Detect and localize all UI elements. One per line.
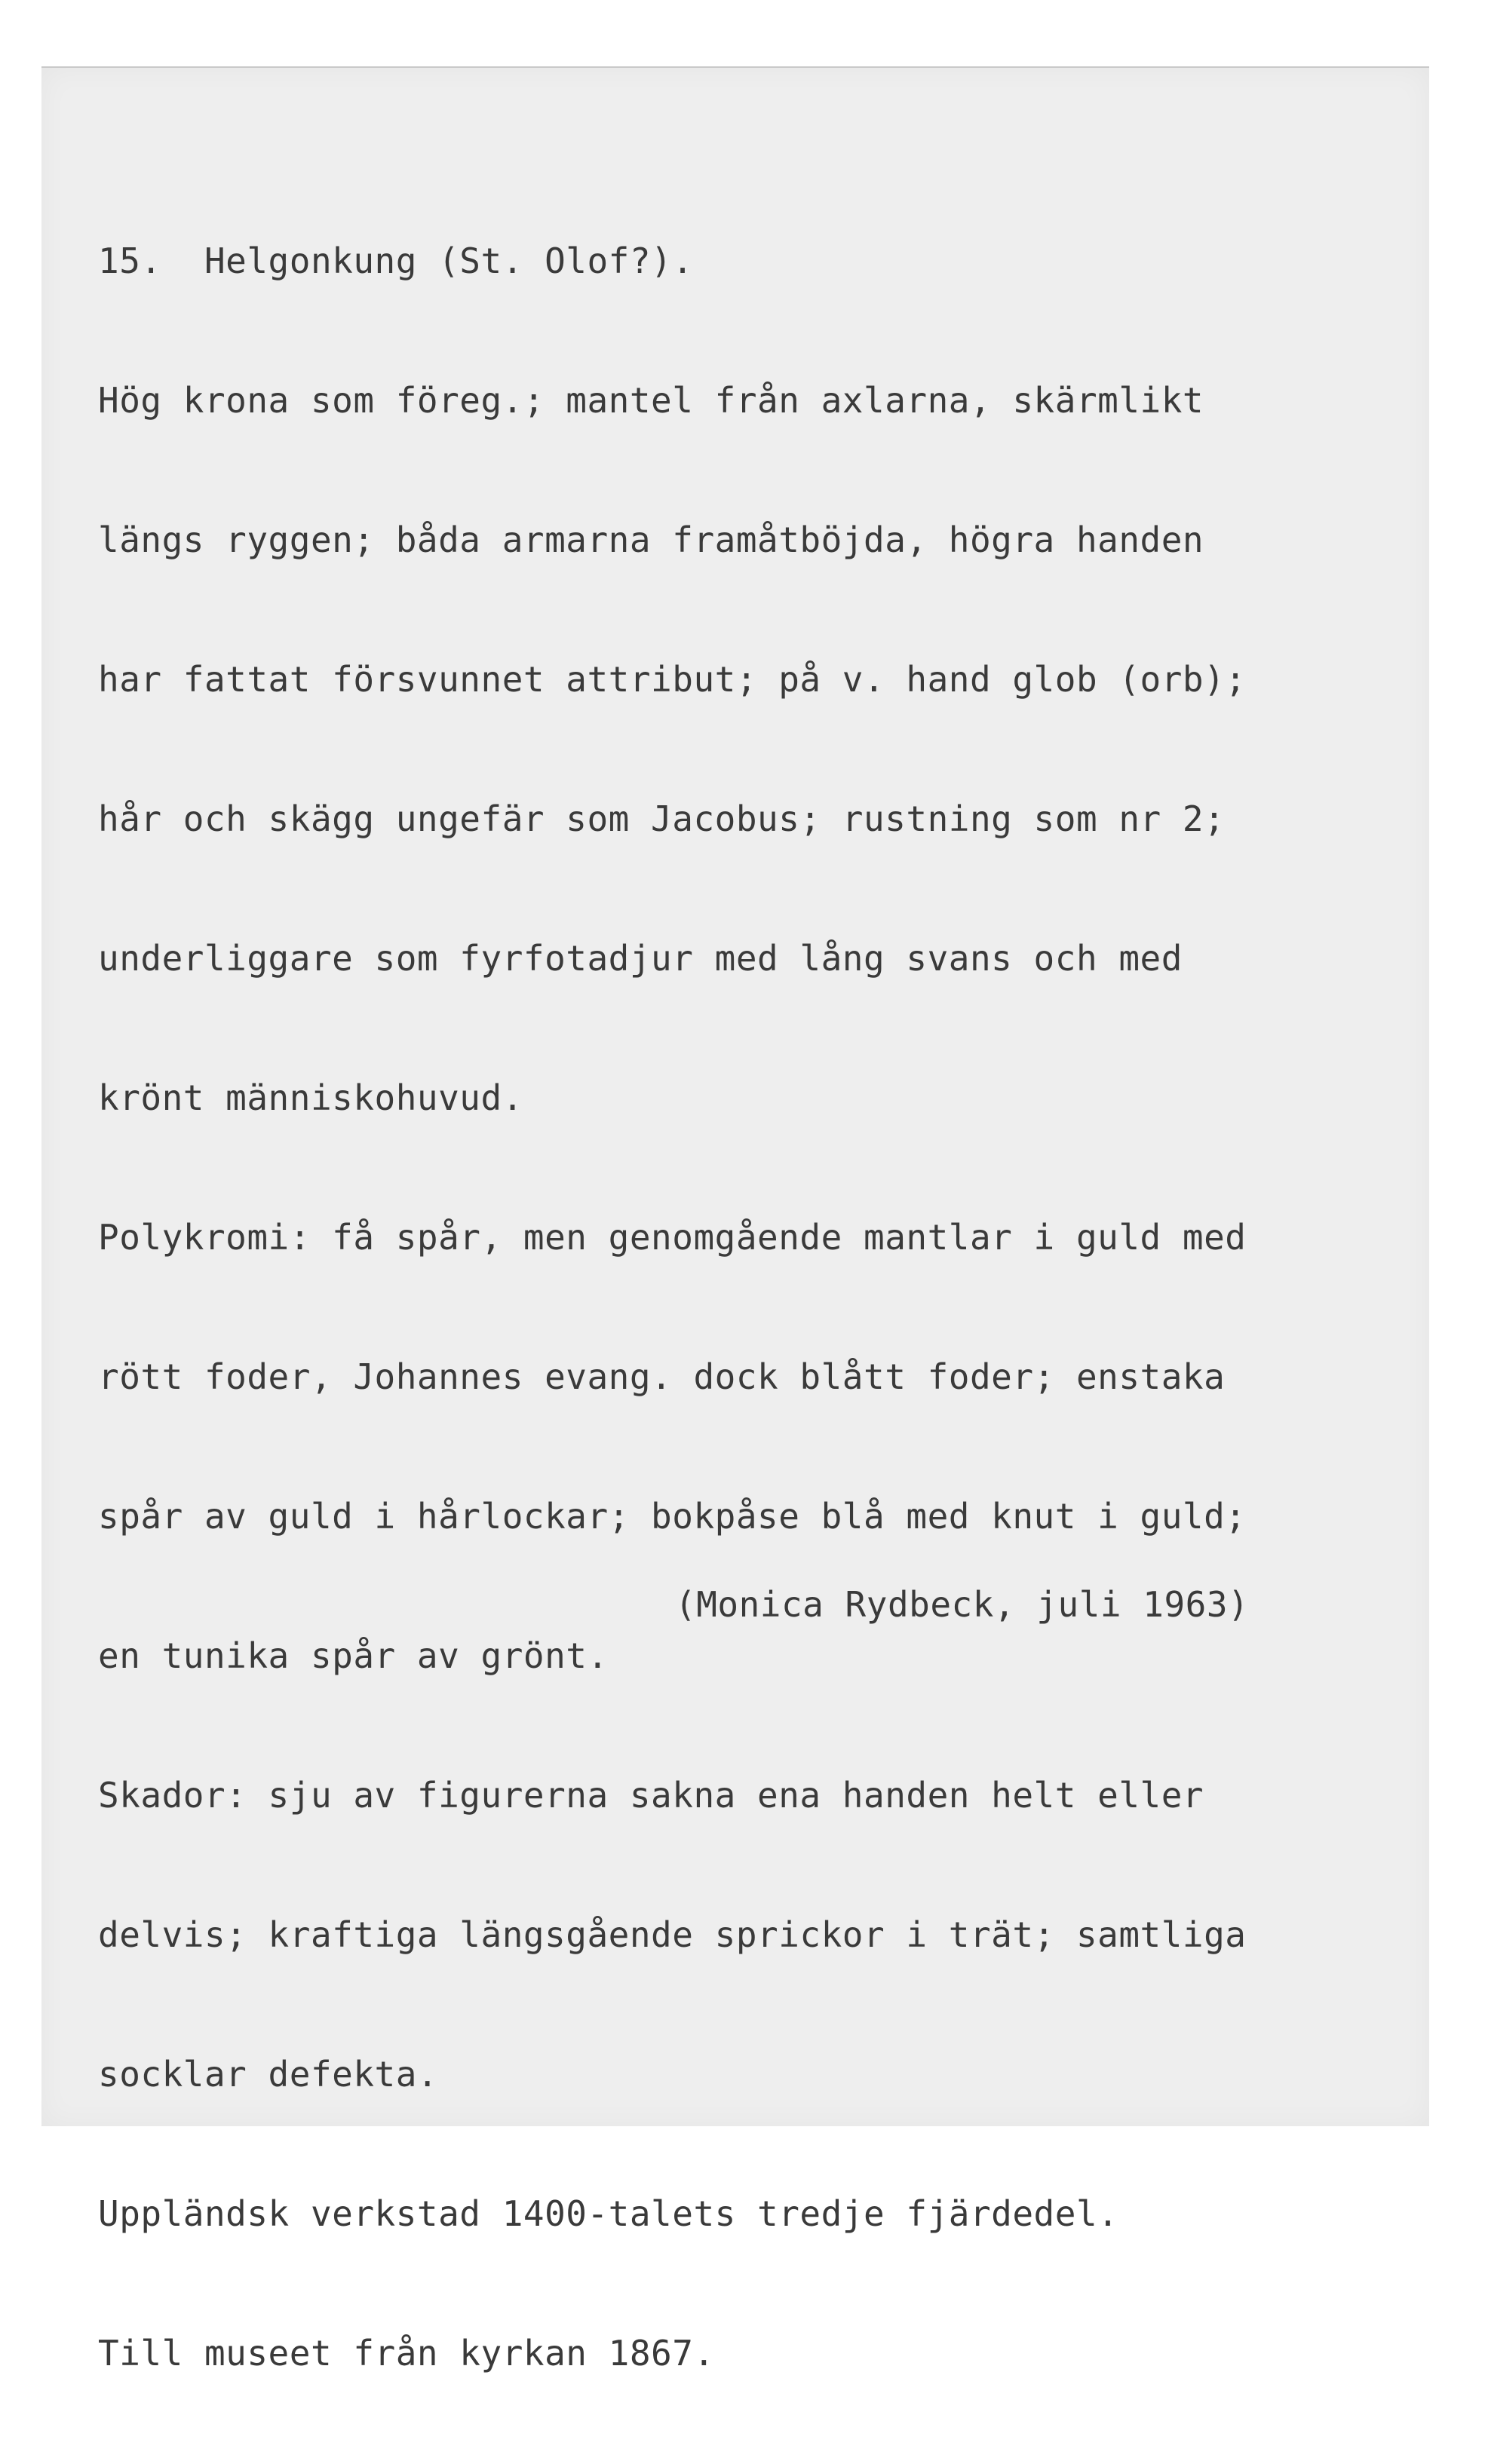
text-line: Uppländsk verkstad 1400-talets tredje fjärdedel. [98,2193,1119,2234]
text-line: Skador: sju av figurerna sakna ena handen helt eller [98,1775,1204,1816]
text-line: Hög krona som föreg.; mantel från axlarna, skärmlikt [98,380,1204,421]
text-line: spår av guld i hårlockar; bokpåse blå med knut i guld; [98,1496,1247,1537]
text-line: socklar defekta. [98,2054,439,2095]
text-line: underliggare som fyrfotadjur med lång svans och med [98,938,1183,979]
typed-text-block [98,151,1250,2464]
text-line: en tunika spår av grönt. [98,1635,609,1676]
text-line: delvis; kraftiga längsgående sprickor i trät; samtliga [98,1914,1247,1955]
text-line: krönt människohuvud. [98,1077,523,1118]
text-line-heading: 15. Helgonkung (St. Olof?). [98,241,694,281]
text-line: Till museet från kyrkan 1867. [98,2333,715,2374]
text-line: hår och skägg ungefär som Jacobus; rustning som nr 2; [98,798,1226,839]
text-line: har fattat försvunnet attribut; på v. hand glob (orb); [98,659,1247,700]
text-line: längs ryggen; båda armarna framåtböjda, högra handen [98,519,1204,560]
text-line: Polykromi: få spår, men genomgående mantlar i guld med [98,1217,1247,1258]
author-signature: (Monica Rydbeck, juli 1963) [675,1584,1250,1625]
document-sheet [41,66,1429,2374]
text-line: rött foder, Johannes evang. dock blått foder; enstaka [98,1356,1226,1397]
